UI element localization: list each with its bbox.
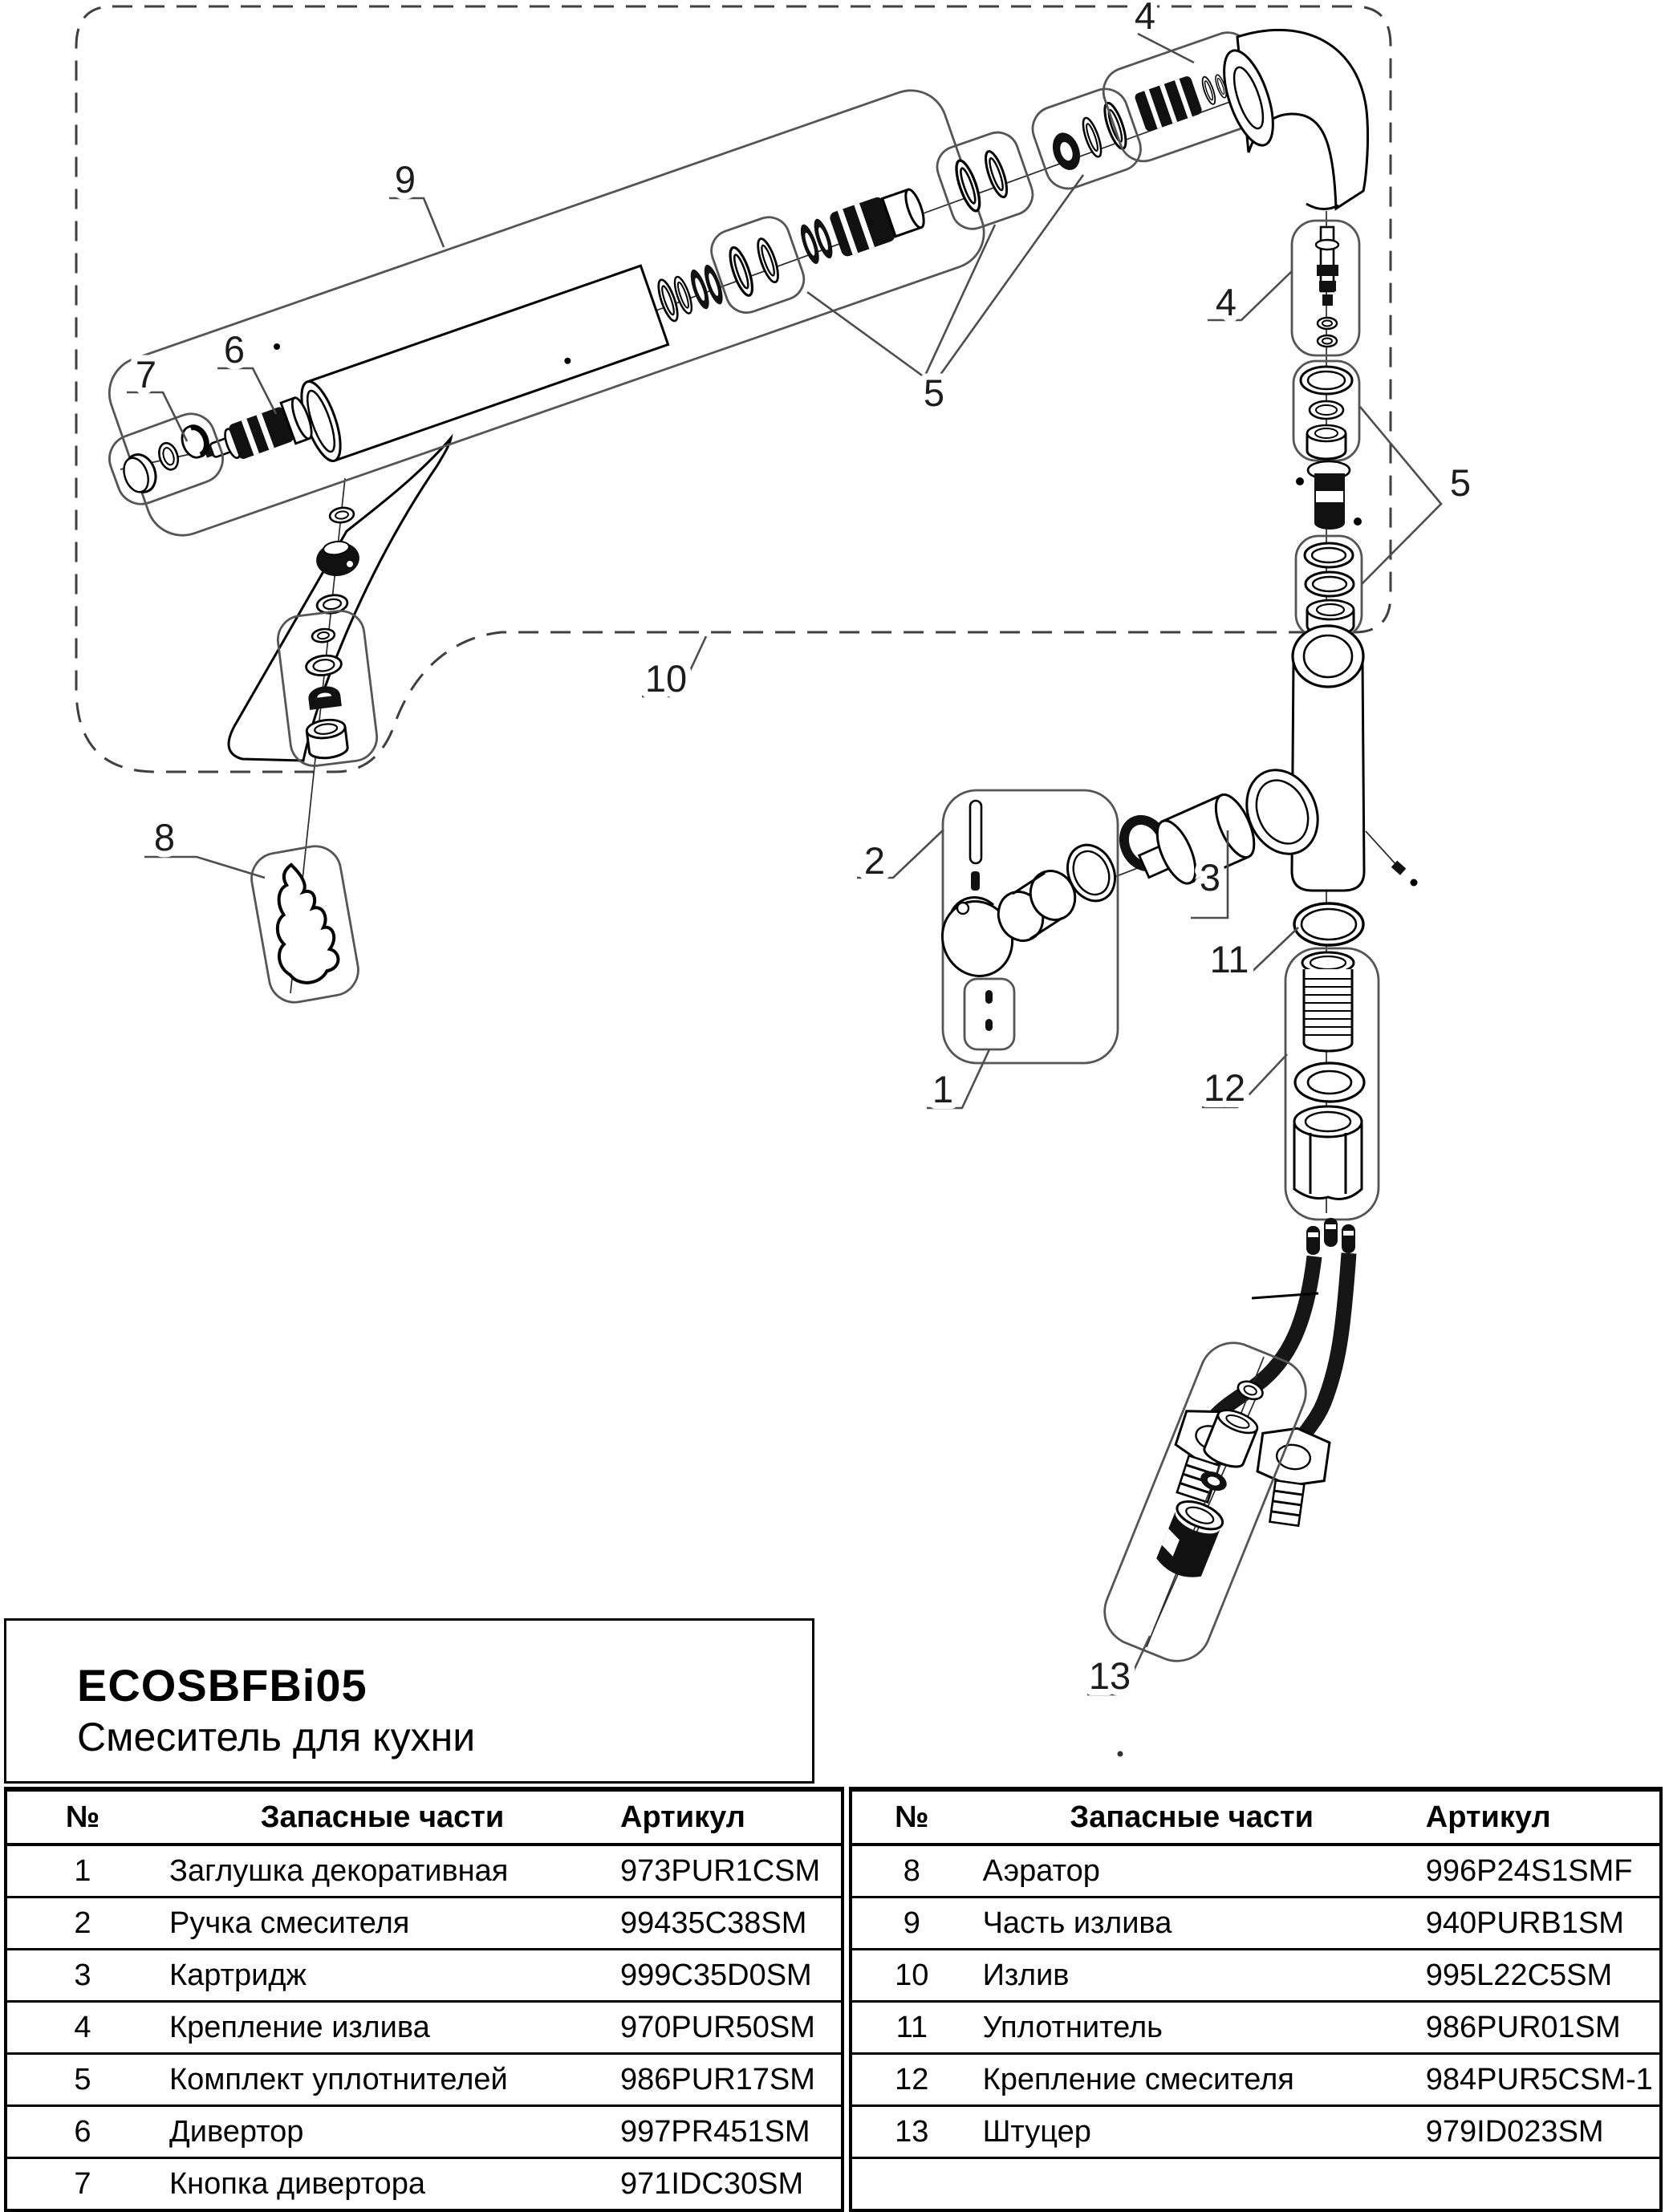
seal-kit-box-b — [932, 127, 1038, 234]
part1-group-box — [964, 979, 1014, 1049]
set-screw — [1366, 831, 1418, 887]
cell-article: 997PR451SM — [607, 2106, 843, 2158]
callout-4-right: 4 — [1215, 281, 1237, 323]
title-block — [4, 1618, 814, 1784]
decor-plugs — [985, 990, 993, 1031]
cell-article: 971IDC30SM — [620, 2166, 804, 2201]
bushing — [1307, 425, 1346, 459]
callout-10: 10 — [644, 657, 688, 700]
spout-tube-group — [99, 62, 1048, 546]
button-group-box — [103, 407, 229, 510]
mounting-set — [1285, 903, 1379, 1220]
spray-pattern — [264, 859, 342, 987]
handle-lever-rod — [970, 801, 981, 891]
callout-7: 7 — [135, 353, 157, 396]
cell-num: 4 — [6, 2002, 158, 2054]
cell-name: Комплект уплотнителей — [158, 2054, 607, 2106]
product-name: Смеситель для кухни — [77, 1715, 476, 1759]
cell-num: 12 — [851, 2054, 972, 2106]
cell-name: Часть излива — [972, 1897, 1413, 1950]
table-row — [6, 2054, 843, 2106]
table-row — [6, 2158, 843, 2211]
cell-article: 99435C38SM — [607, 1897, 843, 1950]
cell-name: Кнопка дивертора — [169, 2166, 425, 2201]
callout-11: 11 — [1209, 938, 1249, 980]
col-header-num: № — [6, 1789, 158, 1845]
callout-5-left: 5 — [923, 371, 945, 414]
cell-article: 986PUR01SM — [1413, 2002, 1661, 2054]
cell-article — [1413, 2158, 1661, 2211]
callout-4-top: 4 — [1134, 0, 1156, 37]
cell-num: 6 — [6, 2106, 158, 2158]
table-row — [851, 2054, 1661, 2106]
model-code: ECOSBFBi05 — [77, 1660, 368, 1711]
table-header-row — [6, 1789, 843, 1845]
leader-8 — [144, 857, 265, 878]
table-row — [6, 1897, 843, 1950]
riser-shaft — [1316, 227, 1338, 347]
leader-6 — [217, 368, 276, 414]
parts-table-left — [4, 1787, 844, 2212]
table-row — [6, 1950, 843, 2002]
parts-table-right — [849, 1787, 1663, 2212]
cell-article: 979ID023SM — [1413, 2106, 1661, 2158]
cell-name: Аэратор — [972, 1845, 1413, 1897]
table-row — [851, 1950, 1661, 2002]
cell-num: 3 — [6, 1950, 158, 2002]
diverter-connector — [828, 185, 928, 258]
cell-name: Уплотнитель — [972, 2002, 1413, 2054]
cell-num: 1 — [6, 1845, 158, 1897]
callout-3: 3 — [1199, 856, 1221, 899]
cell-article: 995L22C5SM — [1413, 1950, 1661, 2002]
riser-chain — [1292, 221, 1362, 637]
cell-name: Ручка смесителя — [158, 1897, 607, 1950]
leader-5-left-b — [934, 175, 1083, 384]
cell-article: 999C35D0SM — [607, 1950, 843, 2002]
cell-num: 8 — [851, 1845, 972, 1897]
faucet-body — [1234, 626, 1418, 891]
leader-5-left-a — [807, 225, 995, 377]
cell-article: 986PUR17SM — [607, 2054, 843, 2106]
mounting-washer — [1295, 1063, 1364, 1102]
cell-article: 973PUR1CSM — [607, 1845, 843, 1897]
cell-name: Штуцер — [972, 2106, 1413, 2158]
callout-5-right: 5 — [1449, 461, 1472, 504]
cell-num: 7 — [74, 2166, 91, 2201]
col-header-num: № — [851, 1789, 972, 1845]
col-header-name: Запасные части — [158, 1789, 607, 1845]
callout-8: 8 — [153, 816, 176, 858]
fitting-union — [1154, 1496, 1226, 1583]
body-oring — [1294, 903, 1363, 945]
cell-article: 970PUR50SM — [607, 2002, 843, 2054]
spout-elbow — [1214, 30, 1367, 209]
cell-name: Заглушка декоративная — [158, 1845, 607, 1897]
table-row — [6, 2002, 843, 2054]
cartridge-chain — [1111, 789, 1262, 897]
callout-13: 13 — [1088, 1654, 1131, 1697]
cell-num: 5 — [6, 2054, 158, 2106]
cell-article: 984PUR5CSM-1 — [1413, 2054, 1661, 2106]
col-header-article: Артикул — [1413, 1789, 1661, 1845]
table-row — [6, 1845, 843, 1897]
leader-4-top — [1138, 34, 1194, 63]
cell-num: 13 — [851, 2106, 972, 2158]
cell-article: 996P24S1SMF — [1413, 1845, 1661, 1897]
aerator-cup — [306, 718, 348, 760]
cell-name: Крепление излива — [158, 2002, 607, 2054]
diverter-button-cap — [119, 450, 160, 497]
hose-nut-right — [1251, 1424, 1331, 1529]
spray-group-box — [248, 842, 363, 1007]
cell-name: Дивертор — [158, 2106, 607, 2158]
mounting-nut — [1294, 1106, 1362, 1199]
cell-name: Излив — [972, 1950, 1413, 2002]
handle-group — [932, 790, 1124, 1063]
leader-5-right — [1360, 407, 1441, 584]
threaded-tailpiece — [1302, 952, 1354, 1051]
stray-dot — [1118, 1751, 1123, 1757]
col-header-name: Запасные части — [972, 1789, 1413, 1845]
cell-num: 2 — [6, 1897, 158, 1950]
cell-num: 11 — [851, 2002, 972, 2054]
callout-2: 2 — [863, 839, 886, 882]
callout-1: 1 — [932, 1068, 954, 1110]
hose-caps — [1306, 1218, 1355, 1255]
detail-dot — [274, 343, 280, 350]
table-row — [851, 1897, 1661, 1950]
cell-num: 9 — [851, 1897, 972, 1950]
leader-9 — [389, 198, 444, 247]
riser-connector — [1296, 461, 1362, 530]
table-row — [851, 2002, 1661, 2054]
diverter-group — [103, 396, 315, 510]
seal-kit-lower-parts — [1305, 543, 1354, 635]
cell-num — [851, 2158, 972, 2211]
table-header-row — [851, 1789, 1661, 1845]
supply-hoses — [1162, 1218, 1355, 1528]
table-row — [851, 2106, 1661, 2158]
cell-article: 940PURB1SM — [1413, 1897, 1661, 1950]
callout-6: 6 — [223, 328, 246, 371]
cell-num: 10 — [851, 1950, 972, 2002]
table-row — [6, 2106, 843, 2158]
cell-name: Крепление смесителя — [972, 2054, 1413, 2106]
cell-name — [972, 2158, 1413, 2211]
table-row — [851, 1845, 1661, 1897]
callout-9: 9 — [394, 158, 416, 201]
seal-kit-upper-parts — [1301, 367, 1352, 459]
cell-name: Картридж — [158, 1950, 607, 2002]
col-header-article: Артикул — [607, 1789, 843, 1845]
spout-tube — [294, 266, 668, 465]
callout-12: 12 — [1203, 1066, 1246, 1109]
table-row-empty — [851, 2158, 1661, 2211]
